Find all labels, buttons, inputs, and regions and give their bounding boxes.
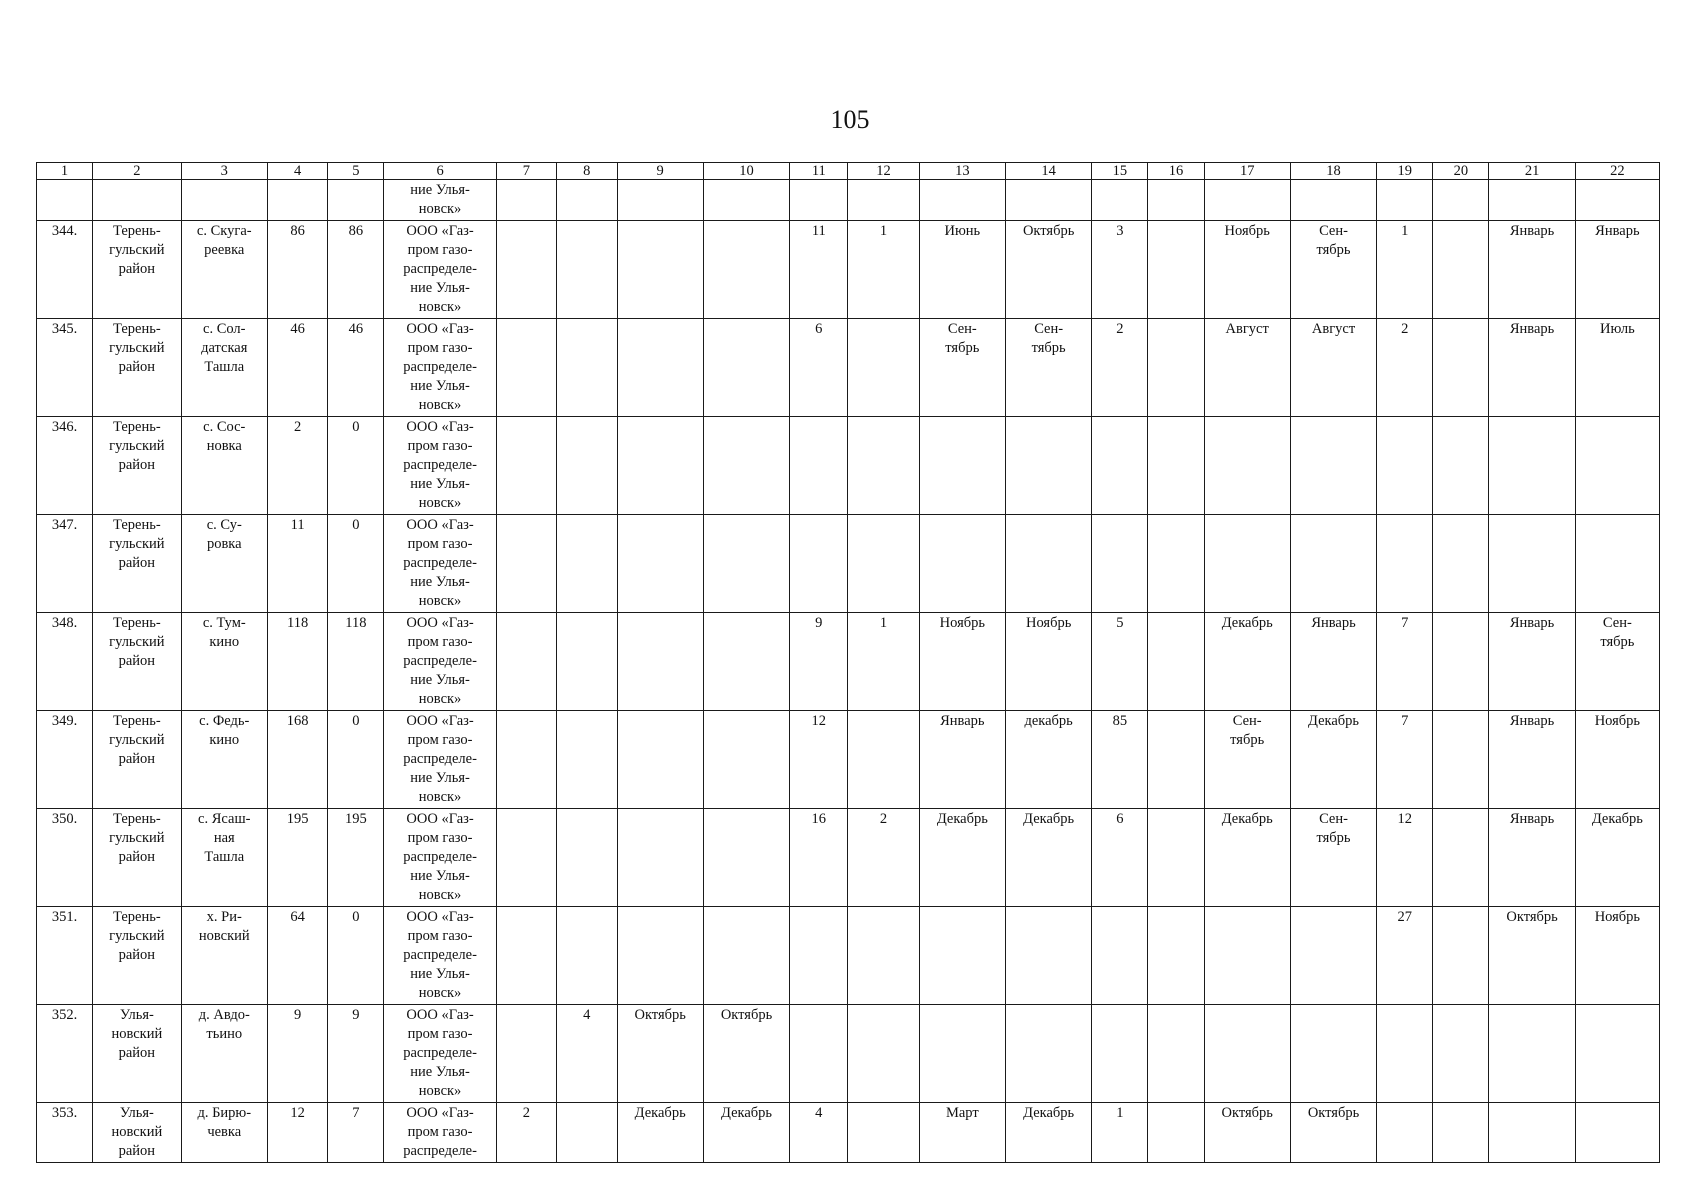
- table-cell-col-16: [1148, 515, 1204, 613]
- table-cell-col-11: 9: [790, 613, 848, 711]
- table-cell-col-10: [703, 809, 789, 907]
- table-cell-col-7: [496, 221, 556, 319]
- data-table: [36, 162, 1660, 1163]
- table-cell-col-1: [37, 180, 93, 221]
- table-row: [37, 319, 1660, 417]
- table-cell-col-12: [848, 711, 919, 809]
- table-cell-col-14: [1005, 1005, 1091, 1103]
- table-cell-col-20: [1433, 319, 1489, 417]
- table-cell-col-3: д. Бирю- чевка: [181, 1103, 267, 1163]
- table-row: [37, 1005, 1660, 1103]
- table-cell-col-13: Январь: [919, 711, 1005, 809]
- table-cell-col-15: 5: [1092, 613, 1148, 711]
- table-cell-col-12: 2: [848, 809, 919, 907]
- table-cell-col-11: [790, 907, 848, 1005]
- table-cell-col-2: Терень- гульский район: [93, 711, 181, 809]
- table-cell-col-12: [848, 1005, 919, 1103]
- table-cell-col-2: Терень- гульский район: [93, 907, 181, 1005]
- table-cell-col-5: 9: [328, 1005, 384, 1103]
- table-cell-col-14: Ноябрь: [1005, 613, 1091, 711]
- table-cell-col-4: 195: [267, 809, 327, 907]
- table-cell-col-12: [848, 1103, 919, 1163]
- table-cell-col-10: [703, 613, 789, 711]
- table-cell-col-7: 7: [496, 163, 556, 180]
- table-cell-col-17: Октябрь: [1204, 1103, 1290, 1163]
- table-cell-col-3: с. Ясаш- ная Ташла: [181, 809, 267, 907]
- table-cell-col-19: [1377, 1103, 1433, 1163]
- table-cell-col-6: ООО «Газ- пром газо- распределе- ние Улья- новск»: [384, 613, 496, 711]
- table-cell-col-18: 18: [1290, 163, 1376, 180]
- table-cell-col-3: с. Су- ровка: [181, 515, 267, 613]
- table-cell-col-15: [1092, 417, 1148, 515]
- table-cell-col-15: 2: [1092, 319, 1148, 417]
- table-cell-col-12: [848, 417, 919, 515]
- table-cell-col-9: [617, 515, 703, 613]
- table-cell-col-8: [557, 711, 617, 809]
- table-cell-col-13: Июнь: [919, 221, 1005, 319]
- table-cell-col-14: 14: [1005, 163, 1091, 180]
- table-cell-col-6: ООО «Газ- пром газо- распределе- ние Улья- новск»: [384, 417, 496, 515]
- table-cell-col-14: [1005, 515, 1091, 613]
- table-cell-col-10: [703, 711, 789, 809]
- table-cell-col-12: [848, 515, 919, 613]
- table-cell-col-11: 11: [790, 163, 848, 180]
- table-cell-col-11: 4: [790, 1103, 848, 1163]
- table-cell-col-18: Январь: [1290, 613, 1376, 711]
- table-cell-col-6: ние Улья- новск»: [384, 180, 496, 221]
- table-cell-col-4: [267, 180, 327, 221]
- table-cell-col-3: с. Сол- датская Ташла: [181, 319, 267, 417]
- table-cell-col-5: 0: [328, 515, 384, 613]
- table-cell-col-21: [1489, 180, 1575, 221]
- table-row: [37, 515, 1660, 613]
- table-cell-col-20: [1433, 711, 1489, 809]
- table-cell-col-21: [1489, 515, 1575, 613]
- table-cell-col-7: [496, 319, 556, 417]
- table-cell-col-12: 12: [848, 163, 919, 180]
- table-cell-col-8: [557, 1103, 617, 1163]
- table-cell-col-16: 16: [1148, 163, 1204, 180]
- table-cell-col-22: Январь: [1575, 221, 1659, 319]
- table-cell-col-1: 1: [37, 163, 93, 180]
- table-cell-col-16: [1148, 907, 1204, 1005]
- table-cell-col-18: Декабрь: [1290, 711, 1376, 809]
- table-cell-col-9: [617, 613, 703, 711]
- table-cell-col-3: с. Скуга- реевка: [181, 221, 267, 319]
- table-cell-col-14: [1005, 907, 1091, 1005]
- table-cell-col-20: [1433, 907, 1489, 1005]
- table-cell-col-18: Октябрь: [1290, 1103, 1376, 1163]
- table-cell-col-16: [1148, 221, 1204, 319]
- table-cell-col-10: [703, 221, 789, 319]
- table-cell-col-13: [919, 907, 1005, 1005]
- table-cell-col-18: Сен- тябрь: [1290, 221, 1376, 319]
- table-cell-col-15: 1: [1092, 1103, 1148, 1163]
- table-cell-col-7: [496, 1005, 556, 1103]
- table-cell-col-6: ООО «Газ- пром газо- распределе- ние Улья- новск»: [384, 1005, 496, 1103]
- table-cell-col-18: [1290, 907, 1376, 1005]
- table-cell-col-10: 10: [703, 163, 789, 180]
- table-cell-col-20: 20: [1433, 163, 1489, 180]
- table-cell-col-6: ООО «Газ- пром газо- распределе- ние Улья- новск»: [384, 711, 496, 809]
- table-cell-col-22: Ноябрь: [1575, 711, 1659, 809]
- table-cell-col-18: [1290, 417, 1376, 515]
- table-cell-col-2: Терень- гульский район: [93, 809, 181, 907]
- table-cell-col-18: Сен- тябрь: [1290, 809, 1376, 907]
- table-cell-col-7: [496, 907, 556, 1005]
- table-cell-col-12: [848, 319, 919, 417]
- table-cell-col-7: [496, 515, 556, 613]
- table-cell-col-8: [557, 515, 617, 613]
- table-cell-col-19: [1377, 180, 1433, 221]
- table-cell-col-5: 46: [328, 319, 384, 417]
- table-cell-col-20: [1433, 221, 1489, 319]
- table-cell-col-7: [496, 809, 556, 907]
- table-cell-col-11: [790, 417, 848, 515]
- table-cell-col-4: 86: [267, 221, 327, 319]
- table-cell-col-8: [557, 613, 617, 711]
- table-cell-col-19: [1377, 1005, 1433, 1103]
- table-row: [37, 711, 1660, 809]
- table-cell-col-20: [1433, 180, 1489, 221]
- table-cell-col-1: 352.: [37, 1005, 93, 1103]
- table-cell-col-8: [557, 180, 617, 221]
- table-cell-col-16: [1148, 417, 1204, 515]
- table-cell-col-16: [1148, 180, 1204, 221]
- table-cell-col-19: 2: [1377, 319, 1433, 417]
- table-cell-col-2: Терень- гульский район: [93, 515, 181, 613]
- table-cell-col-17: Декабрь: [1204, 613, 1290, 711]
- table-cell-col-19: 12: [1377, 809, 1433, 907]
- table-cell-col-3: х. Ри- новский: [181, 907, 267, 1005]
- table-cell-col-17: Август: [1204, 319, 1290, 417]
- table-cell-col-20: [1433, 1005, 1489, 1103]
- table-row: [37, 417, 1660, 515]
- table-cell-col-21: Январь: [1489, 221, 1575, 319]
- table-cell-col-8: [557, 907, 617, 1005]
- table-cell-col-5: 0: [328, 907, 384, 1005]
- table-cell-col-22: [1575, 515, 1659, 613]
- table-cell-col-9: [617, 221, 703, 319]
- table-cell-col-15: [1092, 907, 1148, 1005]
- table-cell-col-9: [617, 809, 703, 907]
- table-cell-col-2: Улья- новский район: [93, 1005, 181, 1103]
- table-cell-col-13: [919, 515, 1005, 613]
- table-cell-col-11: 16: [790, 809, 848, 907]
- table-cell-col-14: Октябрь: [1005, 221, 1091, 319]
- table-cell-col-8: [557, 221, 617, 319]
- table-cell-col-15: 15: [1092, 163, 1148, 180]
- table-cell-col-22: Июль: [1575, 319, 1659, 417]
- table-cell-col-5: 86: [328, 221, 384, 319]
- table-cell-col-4: 4: [267, 163, 327, 180]
- table-cell-col-16: [1148, 613, 1204, 711]
- table-cell-col-11: 11: [790, 221, 848, 319]
- table-cell-col-10: [703, 907, 789, 1005]
- table-cell-col-6: ООО «Газ- пром газо- распределе- ние Улья- новск»: [384, 907, 496, 1005]
- table-cell-col-15: 3: [1092, 221, 1148, 319]
- table-cell-col-13: 13: [919, 163, 1005, 180]
- table-cell-col-9: Декабрь: [617, 1103, 703, 1163]
- table-cell-col-13: [919, 1005, 1005, 1103]
- table-cell-col-19: 27: [1377, 907, 1433, 1005]
- table-cell-col-15: 85: [1092, 711, 1148, 809]
- table-cell-col-13: [919, 417, 1005, 515]
- table-cell-col-15: [1092, 515, 1148, 613]
- table-cell-col-4: 64: [267, 907, 327, 1005]
- table-cell-col-8: 8: [557, 163, 617, 180]
- table-cell-col-3: 3: [181, 163, 267, 180]
- table-cell-col-19: [1377, 515, 1433, 613]
- table-cell-col-10: [703, 180, 789, 221]
- table-cell-col-18: [1290, 1005, 1376, 1103]
- table-cell-col-3: с. Федь- кино: [181, 711, 267, 809]
- table-cell-col-6: ООО «Газ- пром газо- распределе-: [384, 1103, 496, 1163]
- table-cell-col-16: [1148, 809, 1204, 907]
- table-cell-col-7: [496, 711, 556, 809]
- table-cell-col-2: Терень- гульский район: [93, 417, 181, 515]
- table-cell-col-18: Август: [1290, 319, 1376, 417]
- table-cell-col-4: 9: [267, 1005, 327, 1103]
- table-cell-col-21: 21: [1489, 163, 1575, 180]
- table-cell-col-14: декабрь: [1005, 711, 1091, 809]
- table-cell-col-4: 11: [267, 515, 327, 613]
- table-cell-col-6: ООО «Газ- пром газо- распределе- ние Улья- новск»: [384, 809, 496, 907]
- table-cell-col-17: Декабрь: [1204, 809, 1290, 907]
- table-cell-col-10: [703, 417, 789, 515]
- table-row: [37, 1103, 1660, 1163]
- table-cell-col-16: [1148, 1103, 1204, 1163]
- table-cell-col-1: 345.: [37, 319, 93, 417]
- table-cell-col-8: [557, 319, 617, 417]
- table-cell-col-1: 351.: [37, 907, 93, 1005]
- table-cell-col-21: [1489, 1103, 1575, 1163]
- table-cell-col-9: [617, 417, 703, 515]
- table-cell-col-21: Октябрь: [1489, 907, 1575, 1005]
- table-cell-col-3: с. Тум- кино: [181, 613, 267, 711]
- table-cell-col-9: Октябрь: [617, 1005, 703, 1103]
- table-row: [37, 613, 1660, 711]
- table-cell-col-1: 350.: [37, 809, 93, 907]
- table-cell-col-6: ООО «Газ- пром газо- распределе- ние Улья- новск»: [384, 221, 496, 319]
- table-cell-col-6: 6: [384, 163, 496, 180]
- table-cell-col-16: [1148, 1005, 1204, 1103]
- table-cell-col-12: 1: [848, 613, 919, 711]
- table-cell-col-14: [1005, 417, 1091, 515]
- table-cell-col-22: Декабрь: [1575, 809, 1659, 907]
- table-row: [37, 907, 1660, 1005]
- table-cell-col-22: 22: [1575, 163, 1659, 180]
- table-cell-col-16: [1148, 711, 1204, 809]
- table-cell-col-5: 118: [328, 613, 384, 711]
- table-cell-col-13: Декабрь: [919, 809, 1005, 907]
- table-cell-col-17: [1204, 180, 1290, 221]
- table-cell-col-7: [496, 613, 556, 711]
- table-cell-col-10: Октябрь: [703, 1005, 789, 1103]
- table-cell-col-1: 349.: [37, 711, 93, 809]
- table-cell-col-1: 346.: [37, 417, 93, 515]
- page-number: 105: [830, 105, 870, 134]
- table-cell-col-3: [181, 180, 267, 221]
- table-cell-col-6: ООО «Газ- пром газо- распределе- ние Улья- новск»: [384, 515, 496, 613]
- table-cell-col-20: [1433, 809, 1489, 907]
- table-cell-col-20: [1433, 1103, 1489, 1163]
- table-cell-col-11: [790, 180, 848, 221]
- table-cell-col-15: [1092, 1005, 1148, 1103]
- table-cell-col-4: 46: [267, 319, 327, 417]
- table-cell-col-8: 4: [557, 1005, 617, 1103]
- table-cell-col-1: 344.: [37, 221, 93, 319]
- table-cell-col-20: [1433, 613, 1489, 711]
- continuation-row: [37, 180, 1660, 221]
- table-cell-col-5: 195: [328, 809, 384, 907]
- table-cell-col-3: д. Авдо- тьино: [181, 1005, 267, 1103]
- table-cell-col-9: [617, 319, 703, 417]
- table-cell-col-17: [1204, 1005, 1290, 1103]
- table-cell-col-20: [1433, 515, 1489, 613]
- table-cell-col-19: 7: [1377, 711, 1433, 809]
- table-cell-col-10: [703, 319, 789, 417]
- table-cell-col-5: 0: [328, 417, 384, 515]
- table-cell-col-2: Улья- новский район: [93, 1103, 181, 1163]
- table-cell-col-5: [328, 180, 384, 221]
- table-cell-col-17: [1204, 907, 1290, 1005]
- table-cell-col-2: Терень- гульский район: [93, 221, 181, 319]
- table-cell-col-7: [496, 180, 556, 221]
- table-cell-col-7: [496, 417, 556, 515]
- table-cell-col-12: [848, 907, 919, 1005]
- table-cell-col-19: 19: [1377, 163, 1433, 180]
- header-row: [37, 163, 1660, 180]
- table-cell-col-17: Ноябрь: [1204, 221, 1290, 319]
- table-cell-col-13: Сен- тябрь: [919, 319, 1005, 417]
- table-cell-col-2: [93, 180, 181, 221]
- table-cell-col-11: [790, 515, 848, 613]
- table-cell-col-22: [1575, 180, 1659, 221]
- table-cell-col-2: Терень- гульский район: [93, 613, 181, 711]
- table-cell-col-5: 7: [328, 1103, 384, 1163]
- table-cell-col-21: Январь: [1489, 809, 1575, 907]
- table-cell-col-4: 168: [267, 711, 327, 809]
- table-cell-col-16: [1148, 319, 1204, 417]
- table-cell-col-13: [919, 180, 1005, 221]
- table-cell-col-9: [617, 711, 703, 809]
- table-cell-col-2: 2: [93, 163, 181, 180]
- table-cell-col-9: [617, 907, 703, 1005]
- table-cell-col-10: Декабрь: [703, 1103, 789, 1163]
- table-row: [37, 809, 1660, 907]
- table-cell-col-21: Январь: [1489, 613, 1575, 711]
- table-cell-col-22: Ноябрь: [1575, 907, 1659, 1005]
- table-cell-col-22: Сен- тябрь: [1575, 613, 1659, 711]
- table-cell-col-20: [1433, 417, 1489, 515]
- table-cell-col-9: 9: [617, 163, 703, 180]
- table-cell-col-1: 353.: [37, 1103, 93, 1163]
- table-cell-col-11: [790, 1005, 848, 1103]
- table-cell-col-2: Терень- гульский район: [93, 319, 181, 417]
- table-cell-col-22: [1575, 417, 1659, 515]
- table-cell-col-5: 5: [328, 163, 384, 180]
- table-cell-col-15: [1092, 180, 1148, 221]
- table-cell-col-12: [848, 180, 919, 221]
- table-cell-col-1: 348.: [37, 613, 93, 711]
- table-cell-col-22: [1575, 1103, 1659, 1163]
- table-cell-col-21: Январь: [1489, 319, 1575, 417]
- table-cell-col-19: 7: [1377, 613, 1433, 711]
- table-cell-col-3: с. Сос- новка: [181, 417, 267, 515]
- table-cell-col-10: [703, 515, 789, 613]
- table-cell-col-11: 12: [790, 711, 848, 809]
- table-cell-col-17: 17: [1204, 163, 1290, 180]
- table-cell-col-11: 6: [790, 319, 848, 417]
- table-cell-col-21: [1489, 1005, 1575, 1103]
- table-cell-col-13: Ноябрь: [919, 613, 1005, 711]
- table-cell-col-4: 118: [267, 613, 327, 711]
- table-cell-col-4: 2: [267, 417, 327, 515]
- table-cell-col-22: [1575, 1005, 1659, 1103]
- table-cell-col-13: Март: [919, 1103, 1005, 1163]
- table-cell-col-15: 6: [1092, 809, 1148, 907]
- table-cell-col-9: [617, 180, 703, 221]
- table-cell-col-8: [557, 417, 617, 515]
- table-cell-col-17: [1204, 417, 1290, 515]
- table-cell-col-17: Сен- тябрь: [1204, 711, 1290, 809]
- table-cell-col-14: [1005, 180, 1091, 221]
- table-cell-col-12: 1: [848, 221, 919, 319]
- table-row: [37, 221, 1660, 319]
- table-cell-col-8: [557, 809, 617, 907]
- table-cell-col-4: 12: [267, 1103, 327, 1163]
- table-cell-col-21: [1489, 417, 1575, 515]
- table-cell-col-19: 1: [1377, 221, 1433, 319]
- table-cell-col-18: [1290, 515, 1376, 613]
- table-cell-col-1: 347.: [37, 515, 93, 613]
- table-cell-col-18: [1290, 180, 1376, 221]
- table-cell-col-5: 0: [328, 711, 384, 809]
- table-cell-col-19: [1377, 417, 1433, 515]
- table-cell-col-6: ООО «Газ- пром газо- распределе- ние Улья- новск»: [384, 319, 496, 417]
- table-cell-col-14: Сен- тябрь: [1005, 319, 1091, 417]
- table-cell-col-17: [1204, 515, 1290, 613]
- table-cell-col-21: Январь: [1489, 711, 1575, 809]
- table-cell-col-14: Декабрь: [1005, 1103, 1091, 1163]
- table-cell-col-14: Декабрь: [1005, 809, 1091, 907]
- table-cell-col-7: 2: [496, 1103, 556, 1163]
